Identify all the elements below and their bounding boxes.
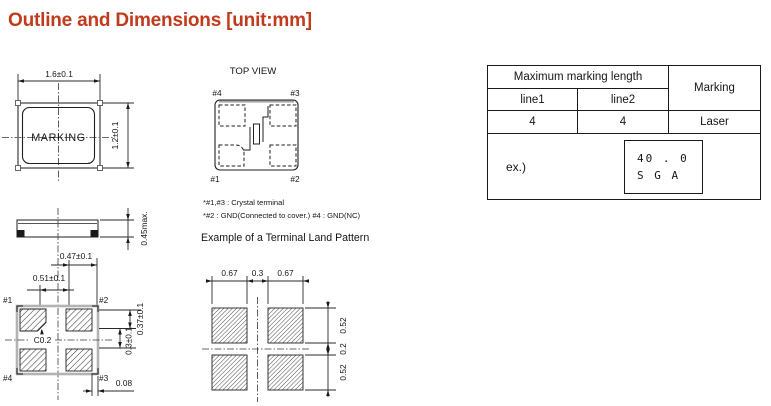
bottom-pin1-label: #1 [3,295,13,305]
lp-dim-right-width: 0.67 [277,268,294,278]
bottom-pin2-label: #2 [99,295,109,305]
crystal-symbol [243,106,268,150]
top-view-pin1-label: #1 [210,174,220,184]
top-view-pin2-label: #2 [290,174,300,184]
lp-dim-bottom-height: 0.52 [338,364,348,381]
side-dim-thickness: 0.45max. [139,211,149,246]
line2-header: line2 [578,89,669,111]
marking-value: Laser [669,111,760,134]
top-view-pads [219,105,296,166]
marking-example-row [488,134,760,199]
marking-table-header: Maximum marking length [488,66,669,89]
bottom-dim-pad-height: 0.37±0.1 [135,302,145,336]
front-dim-lines [18,74,134,168]
lp-right-dim-lines [305,301,336,397]
front-dim-height: 1.2±0.1 [110,121,120,150]
line1-header: line1 [488,89,578,111]
side-view-terminal-left [17,230,25,237]
line1-value: 4 [488,111,578,134]
terminal-note-1: *#1,#3 : Crystal terminal [203,198,285,207]
marking-example-line2: S G A [637,168,681,182]
bottom-pin4-label: #4 [3,373,13,383]
lp-dim-gap-height: 0.2 [338,343,348,355]
front-marking-text: MARKING [31,132,86,144]
lp-dim-left-width: 0.67 [221,268,238,278]
front-dim-width: 1.6±0.1 [45,69,73,79]
bottom-dim-047: 0.47±0.1 [59,251,93,261]
page-title: Outline and Dimensions [unit:mm] [8,10,312,31]
chamfer-label: C0.2 [33,335,52,345]
top-view-drawing [190,60,345,190]
dim-051-lines [27,285,74,306]
terminal-note-2: *#2 : GND(Connected to cover.) #4 : GND(NC) [203,211,360,220]
top-view-title: TOP VIEW [229,66,277,77]
bottom-dim-gap: 0.3±0.1 [123,327,134,355]
example-label: ex.) [506,159,527,174]
top-view-pin3-label: #3 [290,88,300,98]
marking-example-box [624,140,703,194]
top-view-outline [215,100,298,170]
land-pattern-drawing [195,252,360,406]
marking-table [487,65,761,200]
line2-value: 4 [578,111,669,134]
land-pattern-heading: Example of a Terminal Land Pattern [201,232,370,244]
marking-example-line1: 40 . 0 [637,151,689,165]
marking-column-header: Marking [669,66,760,111]
lp-dim-gap-width: 0.3 [251,268,264,278]
bottom-pin3-label: #3 [99,373,109,383]
side-view-body [17,220,98,237]
lp-dim-top-height: 0.52 [338,317,348,334]
bottom-dim-051: 0.51±0.1 [32,273,66,283]
side-view-terminal-right [91,230,99,237]
top-view-pin4-label: #4 [212,88,222,98]
front-view-drawing [0,60,170,195]
bottom-dim-edge: 0.08 [115,378,133,388]
side-and-bottom-view-drawing [0,195,175,406]
